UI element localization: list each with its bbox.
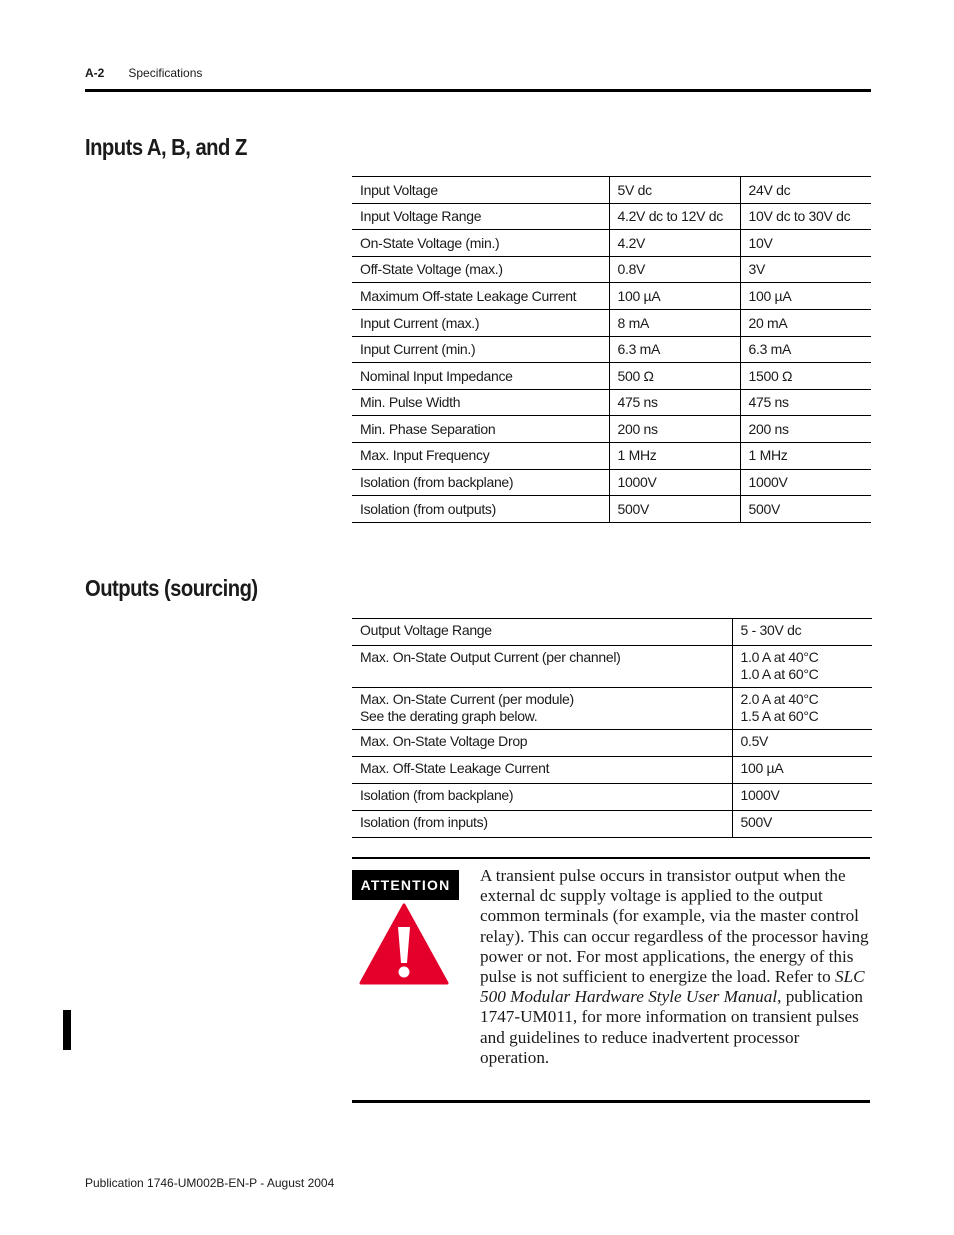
param-cell-line: Isolation (from backplane) (360, 787, 514, 803)
inputs-row (352, 442, 871, 469)
param-cell (352, 784, 732, 811)
value-cell-line: 0.5V (740, 733, 769, 749)
value-cell-line: 1.0 A at 40°C (740, 649, 819, 665)
value-5v-cell: 500 Ω (609, 363, 740, 390)
outputs-row (352, 646, 872, 688)
param-cell: Input Voltage Range (352, 203, 609, 230)
param-cell: On-State Voltage (min.) (352, 230, 609, 257)
value-cell-line: 5 - 30V dc (740, 622, 802, 638)
inputs-row (352, 177, 871, 204)
outputs-row (352, 784, 872, 811)
param-cell (352, 757, 732, 784)
section-name: Specifications (128, 66, 203, 80)
attention-bottom-rule (352, 1100, 870, 1103)
value-cell-line: 1.5 A at 60°C (740, 707, 819, 724)
inputs-row (352, 283, 871, 310)
value-5v-cell: 4.2V dc to 12V dc (609, 203, 740, 230)
attention-top-rule (352, 857, 870, 859)
value-24v-cell: 1000V (740, 469, 871, 496)
value-cell (732, 784, 872, 811)
value-24v-cell: 10V dc to 30V dc (740, 203, 871, 230)
value-5v-cell: 475 ns (609, 389, 740, 416)
param-cell: Maximum Off-state Leakage Current (352, 283, 609, 310)
value-cell (732, 811, 872, 838)
inputs-row (352, 256, 871, 283)
inputs-row (352, 416, 871, 443)
value-cell-line: 2.0 A at 40°C (740, 691, 819, 707)
param-cell (352, 688, 732, 730)
param-cell-line: Isolation (from inputs) (360, 814, 488, 830)
value-cell (732, 619, 872, 646)
attention-text (480, 866, 872, 1068)
param-cell: Isolation (from outputs) (352, 496, 609, 523)
param-cell: Nominal Input Impedance (352, 363, 609, 390)
value-5v-cell: 1 MHz (609, 442, 740, 469)
page-header (85, 66, 202, 80)
revision-change-bar (63, 1010, 71, 1050)
page-number: A-2 (85, 66, 105, 80)
outputs-spec-table (352, 618, 872, 838)
value-cell (732, 757, 872, 784)
value-5v-cell: 8 mA (609, 309, 740, 336)
attention-text-part2: , publication 1747-UM011, for more information on transient pulses and guidelines to reduce inadvertent processor operation. (480, 987, 864, 1067)
value-5v-cell: 200 ns (609, 416, 740, 443)
attention-text-part1: A transient pulse occurs in transistor output when the external dc supply voltage is applied to the output common terminals (for example, via the master control relay). This can occur regardless of the processor having power or not. For most applications, the energy of this pulse is not sufficient to energize the load. Refer to (480, 866, 869, 987)
inputs-row (352, 469, 871, 496)
param-cell-line: Max. On-State Current (per module) (360, 691, 574, 707)
inputs-row (352, 309, 871, 336)
value-cell-line: 500V (740, 814, 772, 830)
value-24v-cell: 20 mA (740, 309, 871, 336)
value-5v-cell: 0.8V (609, 256, 740, 283)
inputs-spec-table (352, 176, 871, 523)
value-24v-cell: 200 ns (740, 416, 871, 443)
outputs-heading: Outputs (sourcing) (85, 575, 258, 601)
value-5v-cell: 1000V (609, 469, 740, 496)
inputs-row (352, 203, 871, 230)
warning-exclamation-icon (359, 903, 449, 985)
outputs-row (352, 811, 872, 838)
param-cell-line: Max. Off-State Leakage Current (360, 760, 550, 776)
outputs-row (352, 730, 872, 757)
footer-publication: Publication 1746-UM002B-EN-P - August 2004 (85, 1176, 335, 1190)
outputs-row (352, 757, 872, 784)
inputs-row (352, 230, 871, 257)
value-24v-cell: 100 µA (740, 283, 871, 310)
value-5v-cell: 100 µA (609, 283, 740, 310)
inputs-row (352, 496, 871, 523)
param-cell (352, 811, 732, 838)
outputs-row (352, 688, 872, 730)
value-24v-cell: 500V (740, 496, 871, 523)
inputs-row (352, 363, 871, 390)
param-cell: Input Current (min.) (352, 336, 609, 363)
value-cell-line: 1000V (740, 787, 780, 803)
value-24v-cell: 24V dc (740, 177, 871, 204)
value-5v-cell: 4.2V (609, 230, 740, 257)
value-24v-cell: 475 ns (740, 389, 871, 416)
param-cell-line: Max. On-State Voltage Drop (360, 733, 528, 749)
inputs-row (352, 336, 871, 363)
value-24v-cell: 3V (740, 256, 871, 283)
value-5v-cell: 5V dc (609, 177, 740, 204)
param-cell: Input Current (max.) (352, 309, 609, 336)
param-cell-line: Max. On-State Output Current (per channel) (360, 649, 621, 665)
value-cell (732, 730, 872, 757)
param-cell: Min. Pulse Width (352, 389, 609, 416)
param-cell (352, 730, 732, 757)
value-cell (732, 646, 872, 688)
param-cell-line: See the derating graph below. (360, 707, 538, 724)
value-24v-cell: 1 MHz (740, 442, 871, 469)
param-cell (352, 646, 732, 688)
attention-label: ATTENTION (352, 870, 459, 900)
param-cell (352, 619, 732, 646)
header-rule (85, 89, 871, 92)
value-cell-line: 100 µA (740, 760, 784, 776)
param-cell: Min. Phase Separation (352, 416, 609, 443)
inputs-row (352, 389, 871, 416)
value-24v-cell: 6.3 mA (740, 336, 871, 363)
value-24v-cell: 1500 Ω (740, 363, 871, 390)
outputs-row (352, 619, 872, 646)
param-cell: Input Voltage (352, 177, 609, 204)
value-cell-line: 1.0 A at 60°C (740, 665, 819, 682)
value-24v-cell: 10V (740, 230, 871, 257)
param-cell-line: Output Voltage Range (360, 622, 492, 638)
inputs-heading: Inputs A, B, and Z (85, 134, 247, 160)
value-5v-cell: 6.3 mA (609, 336, 740, 363)
attention-manual-title: SLC 500 Modular Hardware Style User Manual (480, 967, 865, 1007)
value-cell (732, 688, 872, 730)
value-5v-cell: 500V (609, 496, 740, 523)
param-cell: Off-State Voltage (max.) (352, 256, 609, 283)
param-cell: Isolation (from backplane) (352, 469, 609, 496)
param-cell: Max. Input Frequency (352, 442, 609, 469)
